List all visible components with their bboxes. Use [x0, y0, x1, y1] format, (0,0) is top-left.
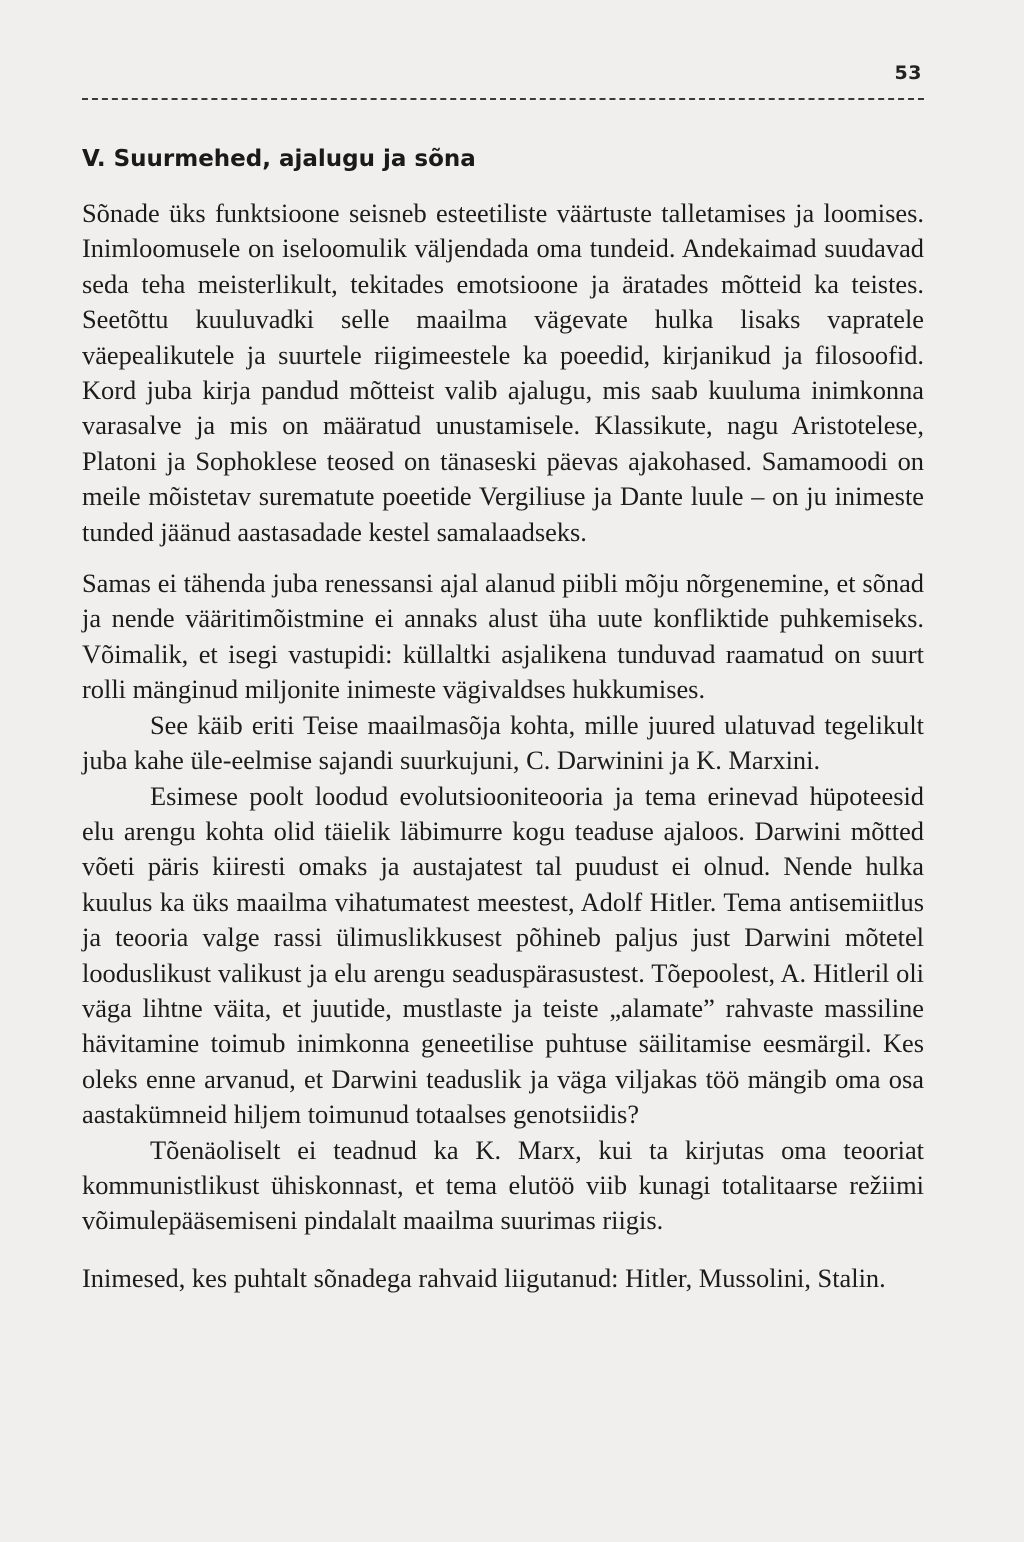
paragraph: Tõenäoliselt ei teadnud ka K. Marx, kui ta kirjutas oma teooriat kommunistlikust ühiskonnast, et tema elutöö viib kunagi totalitaarse režiimi võimulepääsemiseni pindalalt maailma suurimas riigis.	[82, 1134, 924, 1236]
body-text	[82, 196, 924, 1296]
paragraph: Sõnade üks funktsioone seisneb esteetiliste väärtuste talletamises ja loomises. Inimloomusele on iseloomulik väljendada oma tundeid. Andekaimad suudavad seda teha meisterlikult, tekitades emotsioone ja äratades mõtteid ka teistes. Seetõttu kuuluvadki selle maailma vägevate hulka lisaks vapratele väepealikutele ja suurtele riigimeestele ka poeedid, kirjanikud ja filosoofid. Kord juba kirja pandud mõtteist valib ajalugu, mis saab kuuluma inimkonna varasalve ja mis on määratud unustamisele. Klassikute, nagu Aristotelese, Platoni ja Sophoklese teosed on tänaseski päevas ajakohased. Samamoodi on meile mõistetav surematute poeetide Vergiliuse ja Dante luule – on ju inimeste tunded jäänud aastasadade kestel samalaadseks.	[82, 198, 924, 547]
chapter-title: V. Suurmehed, ajalugu ja sõna	[82, 146, 476, 172]
header-dashed-rule	[82, 98, 924, 100]
paragraph: Inimesed, kes puhtalt sõnadega rahvaid liigutanud: Hitler, Mussolini, Stalin.	[82, 1262, 886, 1293]
paragraph: Samas ei tähenda juba renessansi ajal alanud piibli mõju nõrgenemine, et sõnad ja nende vääritimõistmine ei annaks alust üha uute konfliktide puhkemiseks. Võimalik, et isegi vastupidi: küllaltki asjalikena tunduvad raamatud on suurt rolli mänginud miljonite inimeste vägivaldses hukkumises.	[82, 568, 924, 705]
page-number: 53	[894, 62, 922, 84]
paragraph: Esimese poolt loodud evolutsiooniteooria ja tema erinevad hüpoteesid elu arengu kohta olid täielik läbimurre kogu teaduse ajaloos. Darwini mõtted võeti päris kiiresti omaks ja austajatest tal puudust ei olnud. Nende hulka kuulus ka üks maailma vihatumatest meestest, Adolf Hitler. Tema antisemiitlus ja teooria valge rassi ülimuslikkusest põhineb paljus just Darwini mõtetel looduslikust valikust ja elu arengu seaduspärasustest. Tõepoolest, A. Hitleril oli väga lihtne väita, et juutide, mustlaste ja teiste „alamate” rahvaste massiline hävitamine toimub inimkonna geneetilise puhtuse säilitamise eesmärgil. Kes oleks enne arvanud, et Darwini teaduslik ja väga viljakas töö mängib oma osa aastakümneid hiljem toimunud totaalses genotsiidis?	[82, 780, 924, 1130]
paragraph: See käib eriti Teise maailmasõja kohta, mille juured ulatuvad tegelikult juba kahe üle-eelmise sajandi suurkujuni, C. Darwinini ja K. Marxini.	[82, 709, 924, 776]
